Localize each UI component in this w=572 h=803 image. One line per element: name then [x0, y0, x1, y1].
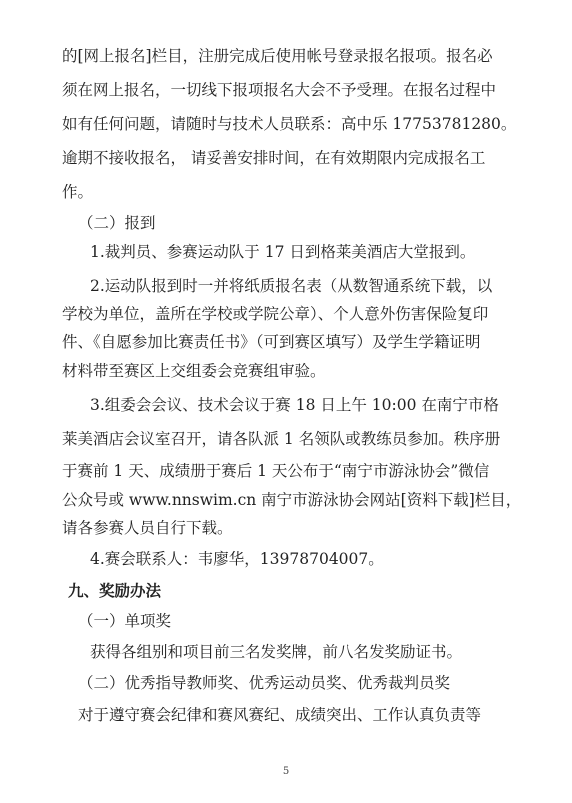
text-line: 获得各组别和项目前三名发奖牌，前八名发奖励证书。 [90, 643, 463, 661]
text-line: 如有任何问题，请随时与技术人员联系：高中乐 17753781280。 [62, 115, 517, 133]
text-line: 莱美酒店会议室召开，请各队派 1 名领队或教练员参加。秩序册 [62, 430, 501, 448]
text-line: 请各参赛人员自行下载。 [62, 519, 233, 537]
text-line: 对于遵守赛会纪律和赛风赛纪、成绩突出、工作认真负责等 [78, 706, 482, 724]
subsection-title: （二）报到 [78, 214, 156, 232]
text-line: 1.裁判员、参赛运动队于 17 日到格莱美酒店大堂报到。 [90, 243, 476, 261]
text-line: 4.赛会联系人：韦廖华，13978704007。 [90, 550, 384, 568]
subsection-title: （一）单项奖 [78, 612, 172, 630]
page-number: 5 [282, 766, 290, 777]
text-line: 学校为单位，盖所在学校或学院公章）、个人意外伤害保险复印 [62, 305, 489, 323]
subsection-title: （二）优秀指导教师奖、优秀运动员奖、优秀裁判员奖 [78, 674, 451, 692]
text-line: 公众号或 www.nnswim.cn 南宁市游泳协会网站[资料下载]栏目， [62, 491, 522, 509]
text-line: 件、《自愿参加比赛责任书》（可到赛区填写）及学生学籍证明 [62, 333, 481, 351]
text-line: 作。 [62, 183, 94, 201]
text-line: 3.组委会会议、技术会议于赛 18 日上午 10:00 在南宁市格 [90, 396, 499, 414]
text-line: 逾期不接收报名， 请妥善安排时间，在有效期限内完成报名工 [62, 149, 486, 167]
text-line: 于赛前 1 天、成绩册于赛后 1 天公布于“南宁市游泳协会”微信 [62, 462, 490, 480]
text-line: 2.运动队报到时一并将纸质报名表（从数智通系统下载，以 [90, 277, 493, 295]
text-line: 材料带至赛区上交组委会竞赛组审验。 [62, 362, 326, 380]
text-line: 的[网上报名]栏目，注册完成后使用帐号登录报名报项。报名必 [62, 47, 493, 65]
section-heading: 九、奖励办法 [68, 582, 162, 600]
text-line: 须在网上报名，一切线下报项报名大会不予受理。在报名过程中 [62, 81, 497, 99]
